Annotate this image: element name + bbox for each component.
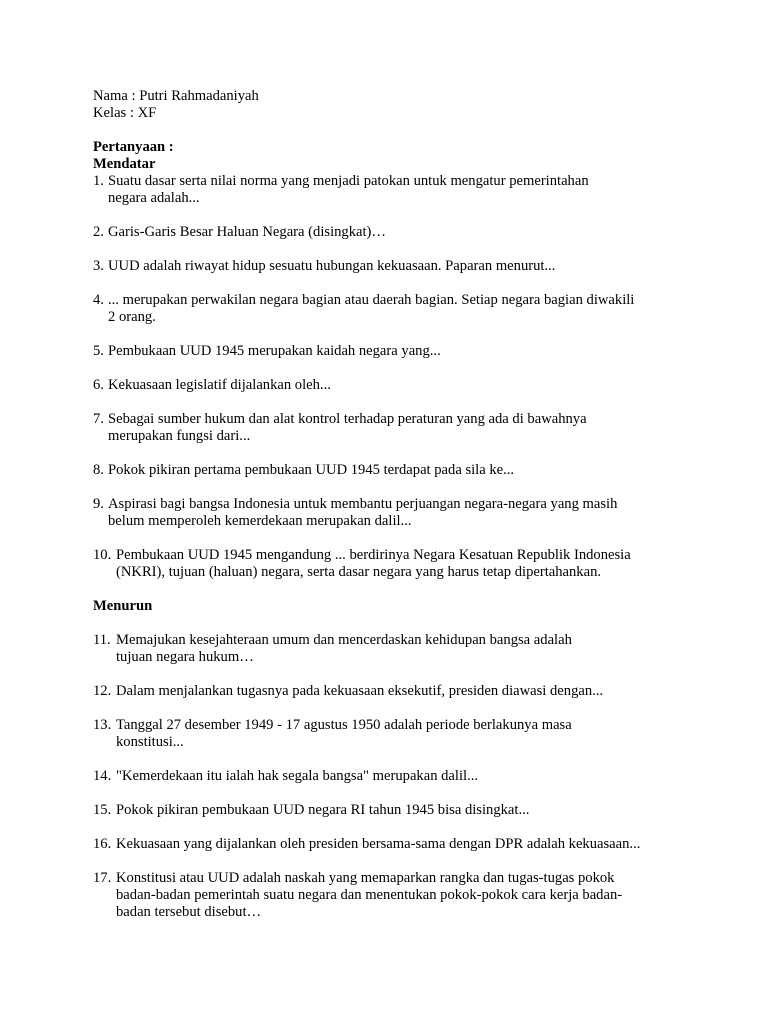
question-item <box>93 802 693 819</box>
question-number: 7. <box>93 411 104 427</box>
question-text-line: Suatu dasar serta nilai norma yang menjadi patokan untuk mengatur pemerintahan <box>108 173 589 189</box>
question-text-line: konstitusi... <box>116 734 184 750</box>
section-title-menurun: Menurun <box>93 598 153 614</box>
question-number: 13. <box>93 717 112 733</box>
question-item <box>93 224 693 241</box>
question-list-menurun <box>93 632 693 921</box>
question-item <box>93 836 693 853</box>
question-item <box>93 870 693 921</box>
question-text-line: Memajukan kesejahteraan umum dan mencerdaskan kehidupan bangsa adalah <box>116 632 572 648</box>
question-text-line: Tanggal 27 desember 1949 - 17 agustus 1950 adalah periode berlakunya masa <box>116 717 572 733</box>
question-text <box>116 802 529 819</box>
question-text-line: (NKRI), tujuan (haluan) negara, serta dasar negara yang harus tetap dipertahankan. <box>116 564 602 580</box>
question-text-line: ... merupakan perwakilan negara bagian atau daerah bagian. Setiap negara bagian diwakili <box>108 292 635 308</box>
question-text-line: Pembukaan UUD 1945 mengandung ... berdirinya Negara Kesatuan Republik Indonesia <box>116 547 631 563</box>
question-text <box>108 411 587 445</box>
question-text-line: Pembukaan UUD 1945 merupakan kaidah negara yang... <box>108 343 441 359</box>
question-item <box>93 411 693 445</box>
question-item <box>93 768 693 785</box>
question-text-line: tujuan negara hukum… <box>116 649 254 665</box>
question-item <box>93 632 693 666</box>
question-item <box>93 547 693 581</box>
question-text-line: Pokok pikiran pembukaan UUD negara RI tahun 1945 bisa disingkat... <box>116 802 530 818</box>
question-number: 11. <box>93 632 111 648</box>
question-text <box>116 768 478 785</box>
question-text <box>108 496 617 530</box>
question-text <box>116 870 622 921</box>
section-title-mendatar: Mendatar <box>93 156 156 172</box>
question-text-line: badan-badan pemerintah suatu negara dan menentukan pokok-pokok cara kerja badan- <box>116 887 623 903</box>
question-text <box>116 547 631 581</box>
question-text <box>108 258 555 275</box>
student-name: Nama : Putri Rahmadaniyah <box>93 88 259 104</box>
question-number: 5. <box>93 343 104 359</box>
question-item <box>93 462 693 479</box>
question-number: 16. <box>93 836 112 852</box>
question-text-line: UUD adalah riwayat hidup sesuatu hubungan kekuasaan. Paparan menurut... <box>108 258 556 274</box>
question-text-line: Konstitusi atau UUD adalah naskah yang memaparkan rangka dan tugas-tugas pokok <box>116 870 615 886</box>
question-text <box>108 224 386 241</box>
question-number: 12. <box>93 683 112 699</box>
question-text-line: belum memperoleh kemerdekaan merupakan dalil... <box>108 513 412 529</box>
question-number: 3. <box>93 258 104 274</box>
student-class: Kelas : XF <box>93 105 157 121</box>
question-number: 8. <box>93 462 104 478</box>
question-text <box>116 836 640 853</box>
question-item <box>93 173 693 207</box>
question-text-line: merupakan fungsi dari... <box>108 428 251 444</box>
question-text <box>108 173 589 207</box>
question-item <box>93 258 693 275</box>
question-item <box>93 683 693 700</box>
question-item <box>93 717 693 751</box>
question-number: 2. <box>93 224 104 240</box>
question-number: 4. <box>93 292 104 308</box>
question-text-line: Kekuasaan legislatif dijalankan oleh... <box>108 377 331 393</box>
question-text-line: Aspirasi bagi bangsa Indonesia untuk membantu perjuangan negara-negara yang masih <box>108 496 618 512</box>
question-number: 14. <box>93 768 112 784</box>
questions-heading: Pertanyaan : <box>93 139 174 155</box>
question-text-line: negara adalah... <box>108 190 200 206</box>
question-text-line: Pokok pikiran pertama pembukaan UUD 1945 terdapat pada sila ke... <box>108 462 515 478</box>
question-number: 17. <box>93 870 112 886</box>
question-text-line: badan tersebut disebut… <box>116 904 262 920</box>
question-text-line: Garis-Garis Besar Haluan Negara (disingkat)… <box>108 224 386 240</box>
question-text-line: Sebagai sumber hukum dan alat kontrol terhadap peraturan yang ada di bawahnya <box>108 411 587 427</box>
question-text-line: Kekuasaan yang dijalankan oleh presiden bersama-sama dengan DPR adalah kekuasaan... <box>116 836 641 852</box>
question-text <box>108 343 441 360</box>
question-text <box>108 292 634 326</box>
question-item <box>93 343 693 360</box>
question-text <box>116 632 572 666</box>
question-text <box>116 717 572 751</box>
question-text-line: "Kemerdekaan itu ialah hak segala bangsa" merupakan dalil... <box>116 768 479 784</box>
question-text <box>116 683 603 700</box>
question-number: 10. <box>93 547 112 563</box>
question-number: 6. <box>93 377 104 393</box>
question-item <box>93 292 693 326</box>
question-number: 9. <box>93 496 104 512</box>
question-number: 15. <box>93 802 112 818</box>
question-text <box>108 462 514 479</box>
question-list-mendatar <box>93 173 693 581</box>
question-text <box>108 377 331 394</box>
question-text-line: Dalam menjalankan tugasnya pada kekuasaan eksekutif, presiden diawasi dengan... <box>116 683 604 699</box>
question-number: 1. <box>93 173 104 189</box>
question-item <box>93 377 693 394</box>
question-text-line: 2 orang. <box>108 309 156 325</box>
question-item <box>93 496 693 530</box>
document-page <box>93 88 693 921</box>
